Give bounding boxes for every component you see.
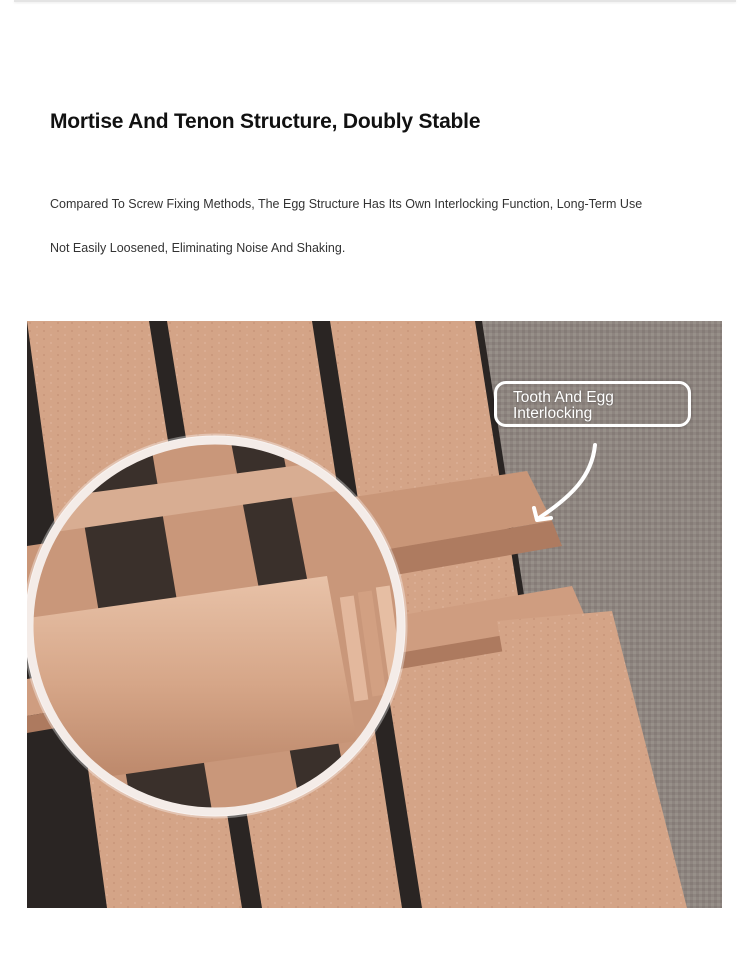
- callout-label: [494, 381, 691, 427]
- product-photo: [27, 321, 722, 908]
- callout-text-line-1: Tooth And Egg: [513, 389, 614, 406]
- top-divider: [14, 0, 736, 2]
- callout-text-line-2: Interlocking: [513, 405, 593, 422]
- description-line-1: Compared To Screw Fixing Methods, The Egg Structure Has Its Own Interlocking Function, Long-Term Use: [50, 197, 643, 211]
- description-line-2: Not Easily Loosened, Eliminating Noise And Shaking.: [50, 241, 346, 255]
- page-title: Mortise And Tenon Structure, Doubly Stable: [50, 110, 481, 133]
